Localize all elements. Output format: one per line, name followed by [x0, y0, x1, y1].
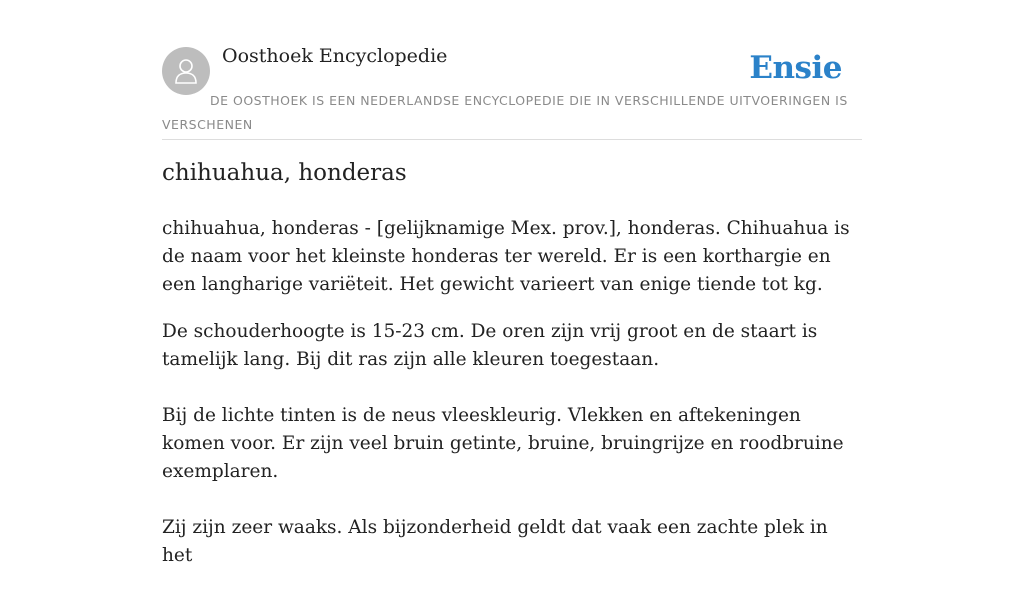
page-container — [162, 0, 862, 566]
site-title[interactable]: Oosthoek Encyclopedie — [222, 45, 448, 67]
author-avatar[interactable] — [162, 47, 210, 95]
article-paragraph: chihuahua, honderas - [gelijknamige Mex. prov.], honderas. Chihuahua is de naam voor het kleinste honderas ter wereld. Er is een korthargie en een langharige variëteit. Het gewicht varieert van enige tiende tot kg. — [162, 218, 850, 295]
article-title: chihuahua, honderas — [162, 160, 407, 186]
article-body — [162, 215, 862, 589]
site-tagline: DE OOSTHOEK IS EEN NEDERLANDSE ENCYCLOPEDIE DIE IN VERSCHILLENDE UITVOERINGEN IS VERSCHENEN — [162, 93, 848, 132]
site-header — [162, 0, 862, 140]
article-paragraph: De schouderhoogte is 15-23 cm. De oren zijn vrij groot en de staart is tamelijk lang. Bij dit ras zijn alle kleuren toegestaan. Bij de lichte tinten is de neus vleeskleurig. Vlekken en aftekeningen komen voor. Er zijn veel bruin getinte, bruine, bruingrijze en roodbruine exemplaren. Zij zijn zeer waaks. Als bijzonderheid geldt dat vaak een zachte plek in het — [162, 321, 844, 566]
user-silhouette-icon — [171, 56, 201, 86]
brand-logo[interactable]: Ensie — [749, 50, 842, 86]
